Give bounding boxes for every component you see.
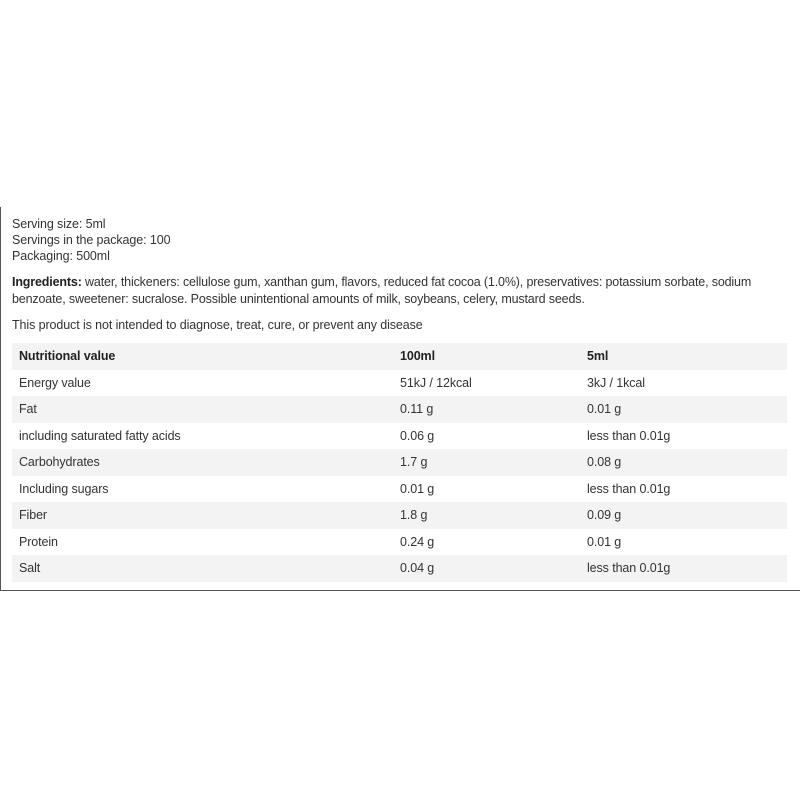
value-5ml: 0.01 g xyxy=(587,534,622,549)
value-100ml: 51kJ / 12kcal xyxy=(400,375,472,390)
value-100ml: 0.01 g xyxy=(400,481,435,496)
value-5ml: less than 0.01g xyxy=(587,561,671,576)
ingredients-label: Ingredients: xyxy=(12,275,82,289)
header-per-100ml: 100ml xyxy=(400,349,435,364)
nutrition-table xyxy=(12,343,787,582)
nutrient-name: Including sugars xyxy=(19,481,109,496)
value-5ml: 0.08 g xyxy=(587,455,622,470)
nutrient-name: including saturated fatty acids xyxy=(19,428,181,443)
value-5ml: 3kJ / 1kcal xyxy=(587,375,645,390)
serving-size-text: Serving size: 5ml xyxy=(12,217,106,231)
nutrient-name: Fat xyxy=(19,402,37,417)
value-100ml: 1.8 g xyxy=(400,508,428,523)
disclaimer-text: This product is not intended to diagnose, treat, cure, or prevent any disease xyxy=(12,318,423,332)
value-100ml: 1.7 g xyxy=(400,455,428,470)
value-100ml: 0.06 g xyxy=(400,428,435,443)
ingredients-text: water, thickeners: cellulose gum, xanthan gum, flavors, reduced fat cocoa (1.0%), preservatives: potassium sorbate, sodium benzoate, sweetener: sucralose. Possible unintentional amounts of milk, soybeans, celery, mustard seeds. xyxy=(12,275,752,306)
nutrient-name: Energy value xyxy=(19,375,91,390)
table-row xyxy=(12,449,787,476)
table-row xyxy=(12,529,787,556)
value-100ml: 0.11 g xyxy=(400,402,434,417)
servings-count-text: Servings in the package: 100 xyxy=(12,233,171,247)
value-5ml: less than 0.01g xyxy=(587,428,671,443)
value-5ml: less than 0.01g xyxy=(587,481,671,496)
ingredients-paragraph xyxy=(12,274,797,307)
packaging-text: Packaging: 500ml xyxy=(12,249,110,263)
nutrient-name: Fiber xyxy=(19,508,47,523)
table-row xyxy=(12,396,787,423)
table-header-row xyxy=(12,343,787,370)
table-row xyxy=(12,370,787,397)
table-row xyxy=(12,423,787,450)
value-100ml: 0.04 g xyxy=(400,561,435,576)
header-nutritional-value: Nutritional value xyxy=(19,349,116,364)
table-row xyxy=(12,502,787,529)
table-row xyxy=(12,476,787,503)
nutrient-name: Salt xyxy=(19,561,41,576)
value-5ml: 0.09 g xyxy=(587,508,622,523)
table-row xyxy=(12,555,787,582)
value-100ml: 0.24 g xyxy=(400,534,435,549)
header-per-5ml: 5ml xyxy=(587,349,609,364)
product-info-panel xyxy=(0,207,800,591)
nutrient-name: Carbohydrates xyxy=(19,455,100,470)
nutrient-name: Protein xyxy=(19,534,58,549)
value-5ml: 0.01 g xyxy=(587,402,622,417)
